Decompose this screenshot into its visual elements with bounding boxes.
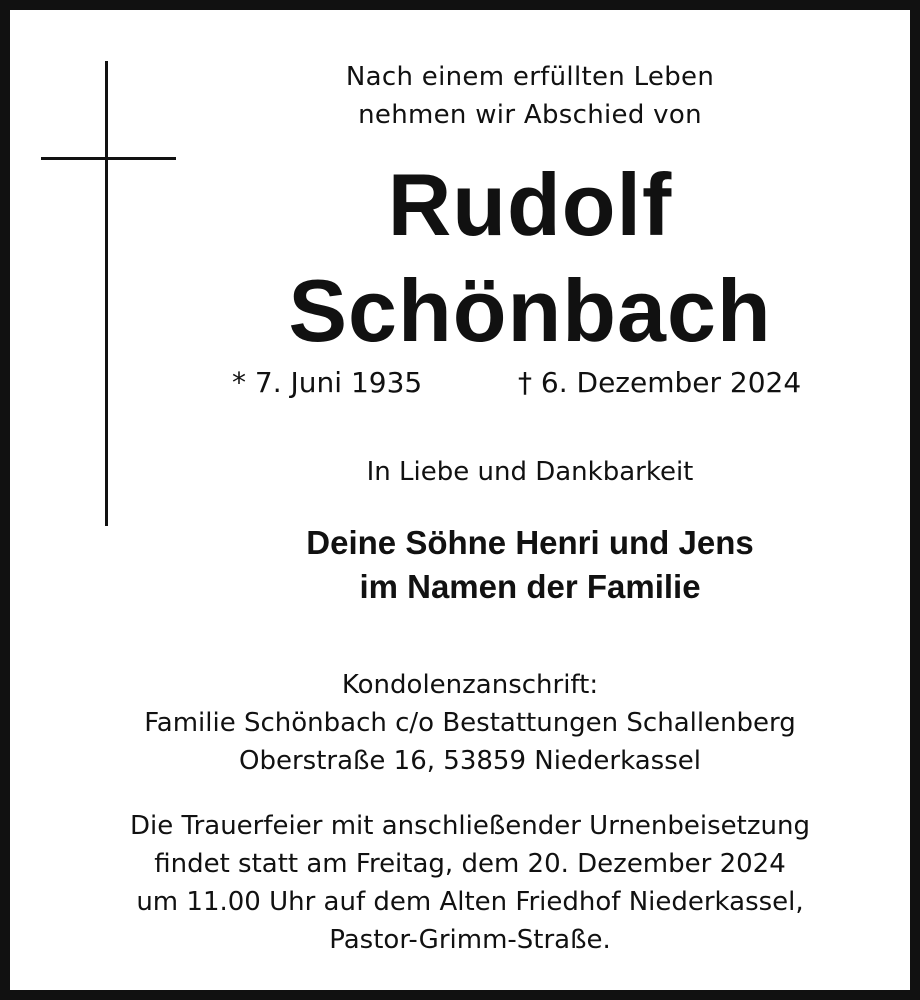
intro-text [260, 58, 800, 134]
signers-line-1: Deine Söhne Henri und Jens [306, 524, 754, 561]
last-name: Schönbach [288, 261, 772, 360]
intro-line-1: Nach einem erfüllten Leben [345, 62, 715, 92]
birth-date: * 7. Juni 1935 [232, 366, 423, 399]
ceremony-line-2: findet statt am Freitag, dem 20. Dezember 2024 [154, 849, 786, 879]
signers [230, 521, 830, 609]
ceremony-line-4: Pastor-Grimm-Straße. [329, 925, 611, 955]
thanks-text: In Liebe und Dankbarkeit [366, 457, 694, 487]
condolence-line-1: Familie Schönbach c/o Bestattungen Schallenberg [144, 708, 796, 738]
intro-line-2: nehmen wir Abschied von [358, 100, 702, 130]
cross-horizontal-bar [41, 157, 176, 160]
cross-vertical-bar [105, 61, 108, 526]
ceremony-details [50, 807, 890, 959]
ceremony-line-3: um 11.00 Uhr auf dem Alten Friedhof Niederkassel, [136, 887, 804, 917]
death-date: † 6. Dezember 2024 [518, 366, 802, 399]
condolence-line-2: Oberstraße 16, 53859 Niederkassel [239, 746, 701, 776]
condolence-label: Kondolenzanschrift: [341, 670, 599, 700]
first-name: Rudolf [387, 155, 673, 254]
signers-line-2: im Namen der Familie [359, 568, 701, 605]
ceremony-line-1: Die Trauerfeier mit anschließender Urnenbeisetzung [130, 811, 810, 841]
deceased-name [230, 152, 830, 364]
condolence-address [50, 666, 890, 780]
